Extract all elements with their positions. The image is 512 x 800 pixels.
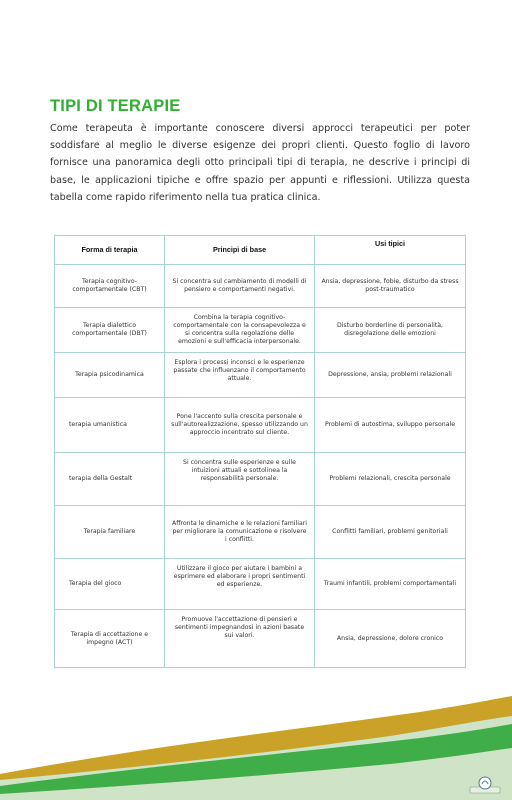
table-row: [55, 453, 466, 506]
cell-principles: Combina la terapia cognitivo-comportamentale con la consapevolezza e si concentra sulla regolazione delle emozioni e sull'efficacia interpersonale.: [165, 308, 315, 353]
cell-principles: Si concentra sulle esperienze e sulle intuizioni attuali e sottolinea la responsabilità personale.: [165, 453, 315, 506]
cell-form: Terapia di accettazione e impegno (ACT): [55, 610, 165, 668]
cell-form: Terapia cognitivo-comportamentale (CBT): [55, 265, 165, 308]
table-row: [55, 265, 466, 308]
cell-uses: Problemi di autostima, sviluppo personale: [315, 398, 466, 453]
cell-principles: Pone l'accento sulla crescita personale e sull'autorealizzazione, spesso utilizzando un approccio incentrato sul cliente.: [165, 398, 315, 453]
header-form: Forma di terapia: [55, 236, 165, 265]
table-row: [55, 353, 466, 398]
cell-uses: Ansia, depressione, dolore cronico: [315, 610, 466, 668]
cell-principles: Affronta le dinamiche e le relazioni familiari per migliorare la comunicazione e risolvere i conflitti.: [165, 506, 315, 559]
cell-form: terapia della Gestalt: [55, 453, 165, 506]
cell-uses: Disturbo borderline di personalità, disregolazione delle emozioni: [315, 308, 466, 353]
table-row: [55, 610, 466, 668]
cell-form: Terapia psicodinamica: [55, 353, 165, 398]
cell-form: terapia umanistica: [55, 398, 165, 453]
cell-form: Terapia del gioco: [55, 559, 165, 610]
page-title: TIPI DI TERAPIE: [50, 97, 181, 115]
cell-principles: Si concentra sul cambiamento di modelli di pensiero e comportamenti negativi.: [165, 265, 315, 308]
cell-uses: Traumi infantili, problemi comportamentali: [315, 559, 466, 610]
header-principles: Principi di base: [165, 236, 315, 265]
table-row: [55, 506, 466, 559]
cell-uses: Problemi relazionali, crescita personale: [315, 453, 466, 506]
decorative-waves: [0, 690, 512, 800]
cell-principles: Promuove l'accettazione di pensieri e sentimenti impegnandosi in azioni basate sui valori.: [165, 610, 315, 668]
cell-principles: Esplora i processi inconsci e le esperienze passate che influenzano il comportamento attuale.: [165, 353, 315, 398]
logo-emblem-icon: [468, 774, 502, 796]
intro-paragraph: Come terapeuta è importante conoscere diversi approcci terapeutici per poter soddisfare al meglio le diverse esigenze dei propri clienti. Questo foglio di lavoro fornisce una panoramica degli otto principali tipi di terapia, ne descrive i principi di base, le applicazioni tipiche e offre spazio per appunti e riflessioni. Utilizza questa tabella come rapido riferimento nella tua pratica clinica.: [50, 123, 470, 203]
table-row: [55, 308, 466, 353]
cell-form: Terapia dialettico comportamentale (DBT): [55, 308, 165, 353]
therapy-table: [54, 235, 466, 668]
table-row: [55, 398, 466, 453]
cell-uses: Conflitti familiari, problemi genitoriali: [315, 506, 466, 559]
cell-principles: Utilizzare il gioco per aiutare i bambini a esprimere ed elaborare i propri sentimenti ed esperienze.: [165, 559, 315, 610]
cell-uses: Ansia, depressione, fobie, disturbo da stress post-traumatico: [315, 265, 466, 308]
table-row: [55, 559, 466, 610]
header-uses: Usi tipici: [315, 236, 466, 265]
cell-form: Terapia familiare: [55, 506, 165, 559]
table-header-row: [55, 236, 466, 265]
cell-uses: Depressione, ansia, problemi relazionali: [315, 353, 466, 398]
